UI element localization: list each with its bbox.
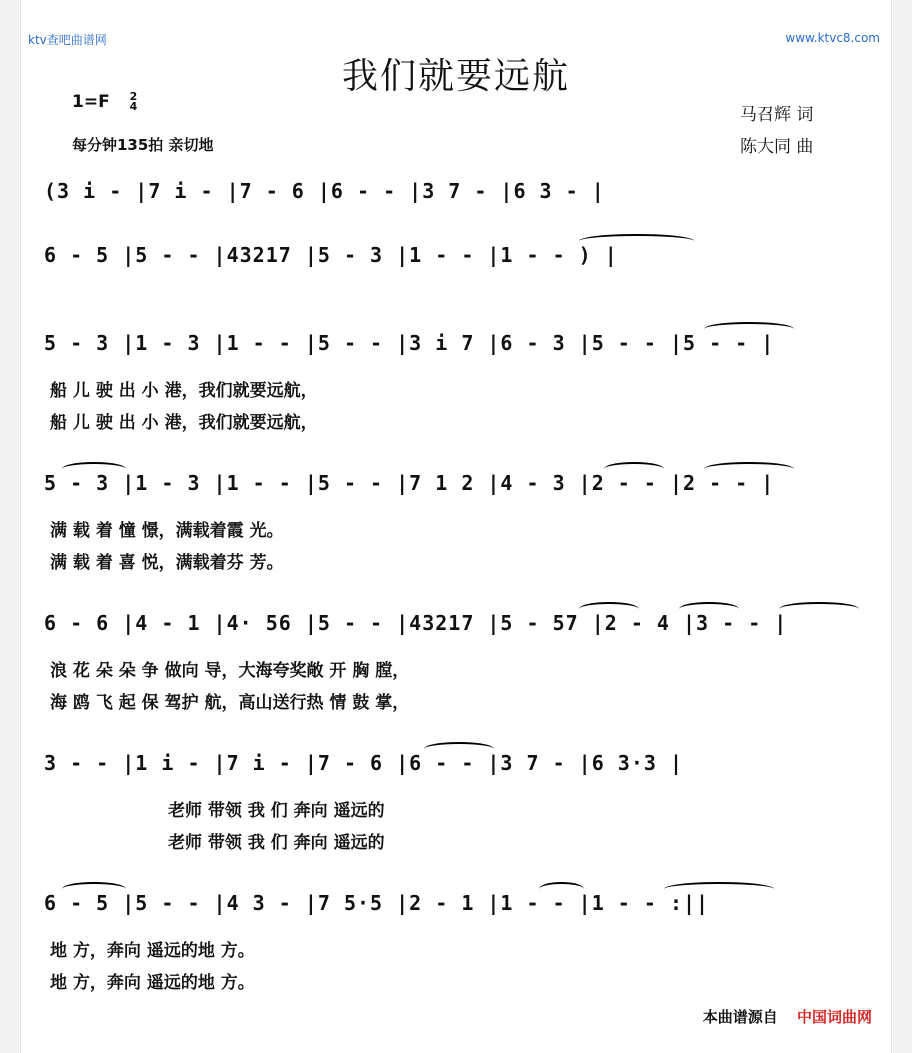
- left-watermark[interactable]: ktv查吧曲谱网: [28, 33, 107, 47]
- score-line-2: [44, 240, 874, 274]
- lyric-verse-2: 海 鸥 飞 起 保 驾护 航，高山送行热 情 鼓 掌，: [50, 693, 410, 713]
- source-label: 本曲谱源自: [702, 1008, 778, 1026]
- score-line-5: [44, 608, 874, 642]
- tie-mark: [679, 602, 739, 616]
- lyric-verse-2: 船 儿 驶 出 小 港，我们就要远航，: [50, 413, 318, 433]
- tie-mark: [62, 882, 126, 896]
- score-line-7: [44, 888, 874, 922]
- right-watermark[interactable]: www.ktvc8.com: [785, 31, 880, 45]
- lyric-verse-2: 满 载 着 喜 悦，满载着芬 芳。: [50, 553, 284, 573]
- notation: 6 - 5 |5 - - |4 3 - |7 5·5 |2 - 1 |1 - - |1 - - :||: [44, 891, 710, 915]
- time-signature: [130, 92, 138, 112]
- notation: 3 - - |1 i - |7 i - |7 - 6 |6 - - |3 7 - |6 3·3 |: [44, 751, 684, 775]
- lyric-verse-1: 地 方，奔向 遥远的地 方。: [50, 941, 255, 961]
- lyricist-credit: 马召辉 词: [740, 105, 814, 125]
- tie-mark: [539, 882, 584, 896]
- score-line-6: [44, 748, 874, 782]
- tie-mark: [424, 742, 494, 756]
- notation: 6 - 6 |4 - 1 |4· 56 |5 - - |43217 |5 - 57 |2 - 4 |3 - - |: [44, 611, 788, 635]
- notation: 5 - 3 |1 - 3 |1 - - |5 - - |3 i 7 |6 - 3 |5 - - |5 - - |: [44, 331, 775, 355]
- lyric-verse-1: 老师 带领 我 们 奔向 遥远的: [168, 801, 385, 821]
- time-sig-bottom: 4: [129, 100, 138, 113]
- tie-mark: [779, 602, 859, 616]
- tie-mark: [579, 602, 639, 616]
- tie-mark: [604, 462, 664, 476]
- notation: (3 i - |7 i - |7 - 6 |6 - - |3 7 - |6 3 - |: [44, 179, 605, 203]
- composer-credit: 陈大同 曲: [740, 137, 814, 157]
- notation: 6 - 5 |5 - - |43217 |5 - 3 |1 - - |1 - - ) |: [44, 243, 618, 267]
- lyric-verse-2: 老师 带领 我 们 奔向 遥远的: [168, 833, 385, 853]
- tie-mark: [579, 234, 694, 248]
- left-margin-strip: [0, 0, 21, 1053]
- lyric-verse-1: 满 载 着 憧 憬，满载着霞 光。: [50, 521, 284, 541]
- tie-mark: [62, 462, 126, 476]
- score-line-1: [44, 176, 874, 210]
- lyric-verse-1: 浪 花 朵 朵 争 做向 导，大海夸奖敞 开 胸 膛，: [50, 661, 410, 681]
- lyric-verse-1: 船 儿 驶 出 小 港，我们就要远航，: [50, 381, 318, 401]
- source-site-link[interactable]: 中国词曲网: [796, 1008, 872, 1026]
- key-signature: [72, 92, 137, 112]
- tie-mark: [704, 462, 794, 476]
- tie-mark: [704, 322, 794, 336]
- score-line-3: [44, 328, 874, 362]
- tempo-marking: 每分钟135拍 亲切地: [72, 136, 214, 154]
- right-margin-strip: [891, 0, 912, 1053]
- key-label: 1=F: [72, 92, 110, 112]
- song-title: 我们就要远航: [341, 56, 570, 97]
- notation: 5 - 3 |1 - 3 |1 - - |5 - - |7 1 2 |4 - 3 |2 - - |2 - - |: [44, 471, 775, 495]
- score-line-4: [44, 468, 874, 502]
- lyric-verse-2: 地 方，奔向 遥远的地 方。: [50, 973, 255, 993]
- time-sig-top: 2: [129, 90, 138, 103]
- source-footer: [703, 1006, 872, 1027]
- tie-mark: [664, 882, 774, 896]
